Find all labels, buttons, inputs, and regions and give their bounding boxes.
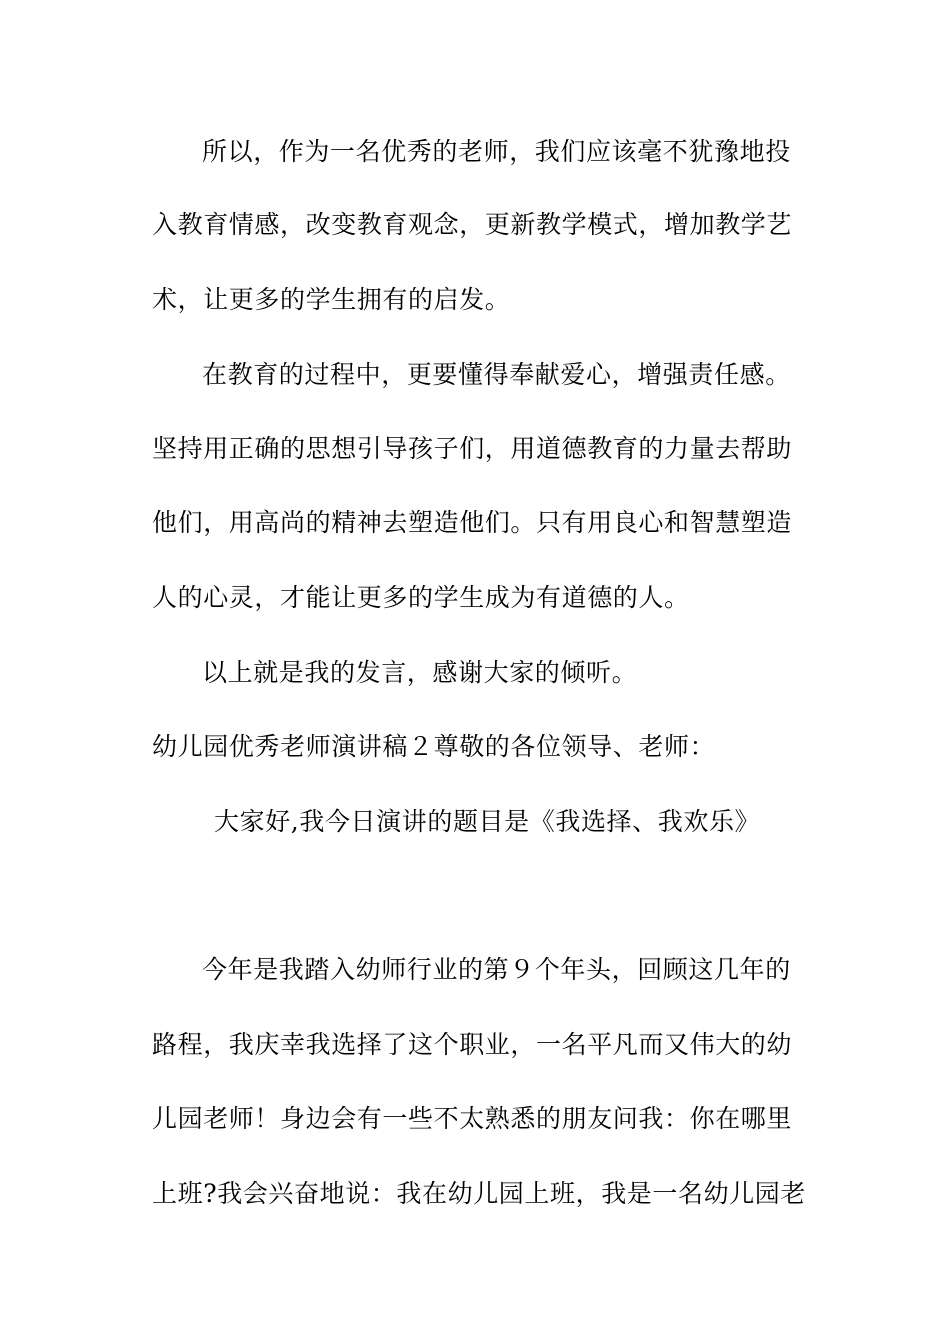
section-heading: 幼儿园优秀老师演讲稿２尊敬的各位领导、老师： (152, 732, 716, 761)
paragraph-line: 以上就是我的发言，感谢大家的倾听。 (202, 658, 638, 687)
paragraph-line: 路程，我庆幸我选择了这个职业，一名平凡而又伟大的幼 (152, 1030, 793, 1059)
paragraph-line: 入教育情感，改变教育观念，更新教学模式，增加教学艺 (152, 210, 793, 239)
paragraph-line: 所以，作为一名优秀的老师，我们应该毫不犹豫地投 (202, 137, 791, 166)
paragraph-line: 术，让更多的学生拥有的启发。 (152, 285, 511, 314)
speech-title-line: 大家好,我今日演讲的题目是《我选择、我欢乐》 (214, 807, 761, 836)
paragraph-line: 今年是我踏入幼师行业的第９个年头，回顾这几年的 (202, 955, 791, 984)
paragraph-line: 人的心灵，才能让更多的学生成为有道德的人。 (152, 583, 690, 612)
paragraph-line: 他们，用高尚的精神去塑造他们。只有用良心和智慧塑造 (152, 508, 793, 537)
paragraph-line: 在教育的过程中，更要懂得奉献爱心，增强责任感。 (202, 360, 791, 389)
paragraph-line: 上班?我会兴奋地说：我在幼儿园上班，我是一名幼儿园老 (152, 1179, 807, 1208)
paragraph-line: 儿园老师！身边会有一些不太熟悉的朋友问我：你在哪里 (152, 1104, 793, 1133)
paragraph-line: 坚持用正确的思想引导孩子们，用道德教育的力量去帮助 (152, 434, 793, 463)
